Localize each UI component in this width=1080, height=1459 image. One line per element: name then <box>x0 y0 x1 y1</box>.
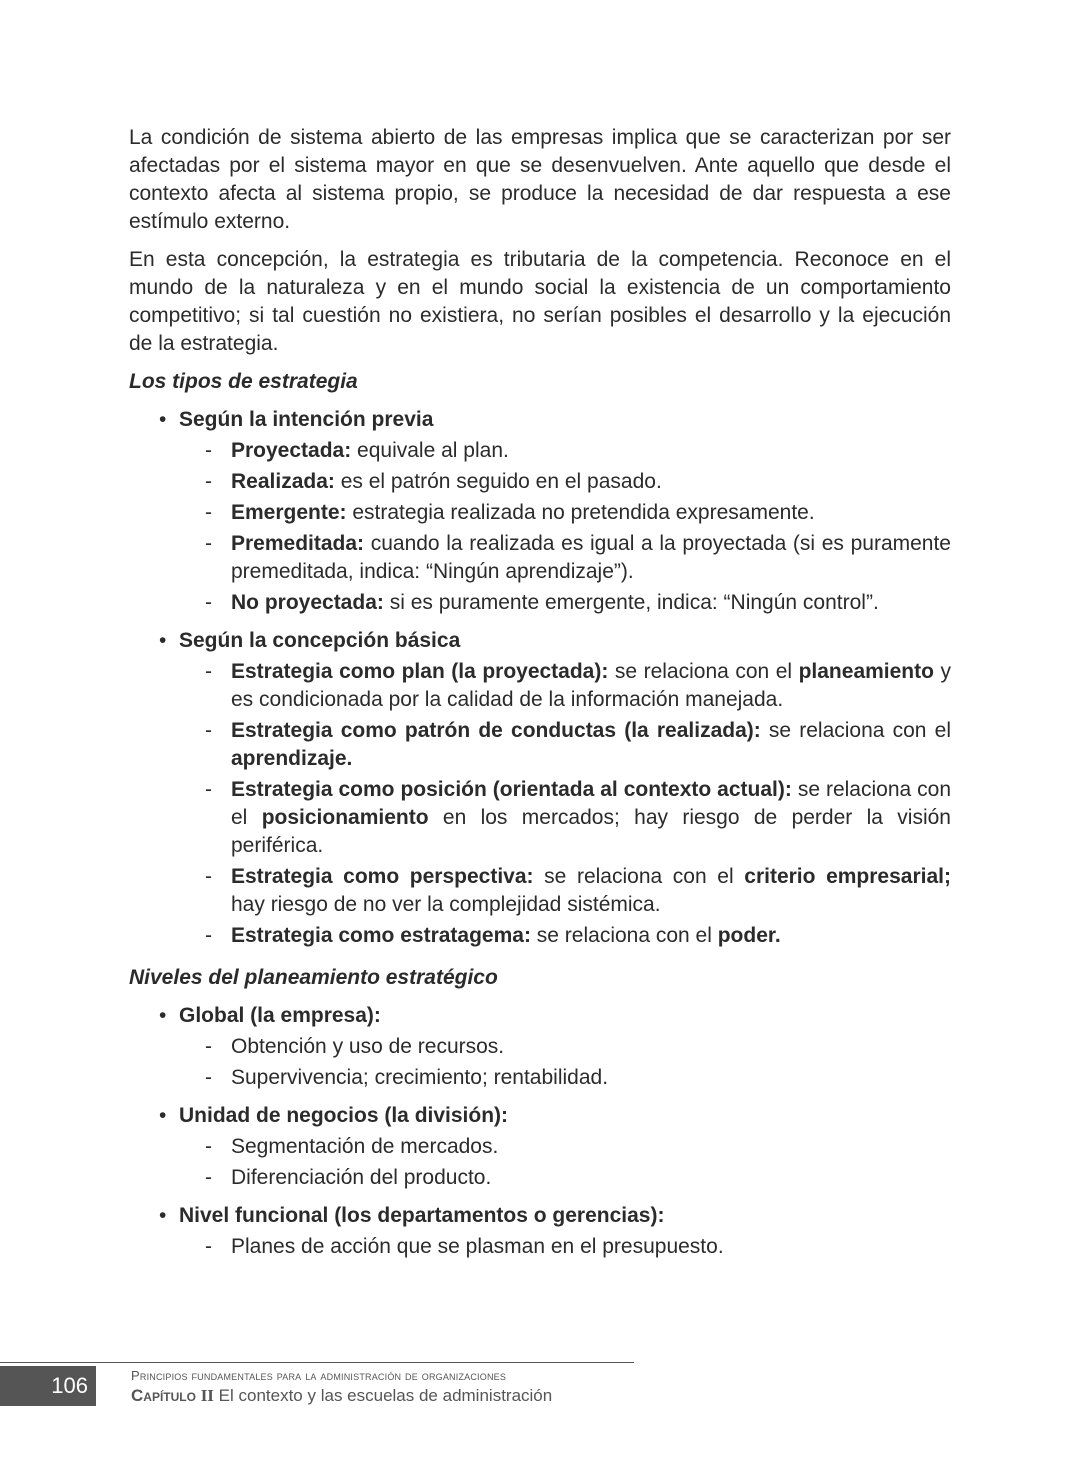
paragraph: En esta concepción, la estrategia es tributaria de la competencia. Reconoce en el mundo de la naturaleza y en el mundo social la existencia de un comportamiento competitivo; si tal cuestión no existiera, no serían posibles el desarrollo y la ejecución de la estrategia. <box>129 248 951 355</box>
list-item: - Planes de acción que se plasman en el presupuesto. <box>155 1233 951 1261</box>
dash-list <box>155 1033 951 1092</box>
chapter-line <box>131 1386 552 1406</box>
definition: y es condicionada por la calidad de la información manejada. <box>231 660 951 711</box>
definition: estrategia realizada no pretendida expresamente. <box>346 501 815 524</box>
definition: se relaciona con el <box>608 660 799 683</box>
bullet-title: Según la intención previa <box>179 408 434 431</box>
chapter-title: El contexto y las escuelas de administración <box>218 1386 553 1405</box>
list-item: - Supervivencia; crecimiento; rentabilidad. <box>155 1064 951 1092</box>
bullet-item <box>129 1202 951 1261</box>
definition: hay riesgo de no ver la complejidad sistémica. <box>231 893 661 916</box>
list-item <box>155 468 951 496</box>
keyword: aprendizaje. <box>231 747 353 770</box>
definition: si es puramente emergente, indica: “Ningún control”. <box>383 591 879 614</box>
list-item: - Diferenciación del producto. <box>155 1164 951 1192</box>
definition: se relaciona con el <box>533 865 745 888</box>
footer-divider <box>0 1362 634 1363</box>
list-item <box>155 530 951 586</box>
keyword: planeamiento <box>798 660 934 683</box>
list-item <box>155 717 951 773</box>
list-item <box>155 922 951 950</box>
section-heading: Niveles del planeamiento estratégico <box>129 966 498 989</box>
paragraph: La condición de sistema abierto de las empresas implica que se caracterizan por ser afectadas por el sistema mayor en que se desenvuelven. Ante aquello que desde el contexto afecta al sistema propio, se produce la necesidad de dar respuesta a ese estímulo externo. <box>129 126 951 233</box>
list-item <box>155 589 951 617</box>
dash-list <box>155 437 951 617</box>
dash-list <box>155 1233 951 1261</box>
term: Emergente: <box>231 501 347 524</box>
chapter-label: Capítulo <box>131 1386 196 1405</box>
bullet-title: Global (la empresa): <box>179 1004 381 1027</box>
keyword: criterio empresarial; <box>744 865 951 888</box>
dash-list <box>155 1133 951 1192</box>
definition: cuando la realizada es igual a la proyectada (si es puramente premeditada, indica: “Ningún aprendizaje”). <box>231 532 951 583</box>
chapter-number: II <box>200 1386 214 1405</box>
book-title: Principios fundamentales para la administración de organizaciones <box>131 1368 507 1383</box>
list-item <box>155 658 951 714</box>
term: Estrategia como perspectiva: <box>231 865 534 888</box>
definition: en los mercados; hay riesgo de perder la visión periférica. <box>231 806 951 857</box>
term: No proyectada: <box>231 591 384 614</box>
term: Estrategia como estratagema: <box>231 924 531 947</box>
term: Realizada: <box>231 470 335 493</box>
bullet-title: Nivel funcional (los departamentos o gerencias): <box>179 1204 665 1227</box>
section-heading: Los tipos de estrategia <box>129 370 358 393</box>
definition: se relaciona con el <box>231 778 951 829</box>
list-item: - Segmentación de mercados. <box>155 1133 951 1161</box>
bullet-title: Según la concepción básica <box>179 629 461 652</box>
definition: se relaciona con el <box>760 719 951 742</box>
definition: es el patrón seguido en el pasado. <box>334 470 662 493</box>
list-item: - Obtención y uso de recursos. <box>155 1033 951 1061</box>
keyword: poder. <box>717 924 781 947</box>
term: Proyectada: <box>231 439 352 462</box>
term: Estrategia como posición (orientada al contexto actual): <box>231 778 792 801</box>
definition: se relaciona con el <box>530 924 718 947</box>
keyword: posicionamiento <box>261 806 429 829</box>
bullet-item <box>129 1002 951 1092</box>
page-number: 106 <box>0 1366 96 1406</box>
term: Estrategia como patrón de conductas (la realizada): <box>231 719 761 742</box>
bullet-list <box>129 1002 951 1261</box>
definition: equivale al plan. <box>351 439 509 462</box>
term: Premeditada: <box>231 532 365 555</box>
list-item <box>155 863 951 919</box>
bullet-item <box>129 627 951 950</box>
list-item <box>155 437 951 465</box>
page-body <box>129 124 951 1271</box>
bullet-item <box>129 1102 951 1192</box>
list-item <box>155 499 951 527</box>
bullet-list <box>129 406 951 950</box>
dash-list <box>155 658 951 950</box>
list-item <box>155 776 951 860</box>
bullet-item <box>129 406 951 617</box>
bullet-title: Unidad de negocios (la división): <box>179 1104 509 1127</box>
term: Estrategia como plan (la proyectada): <box>231 660 609 683</box>
